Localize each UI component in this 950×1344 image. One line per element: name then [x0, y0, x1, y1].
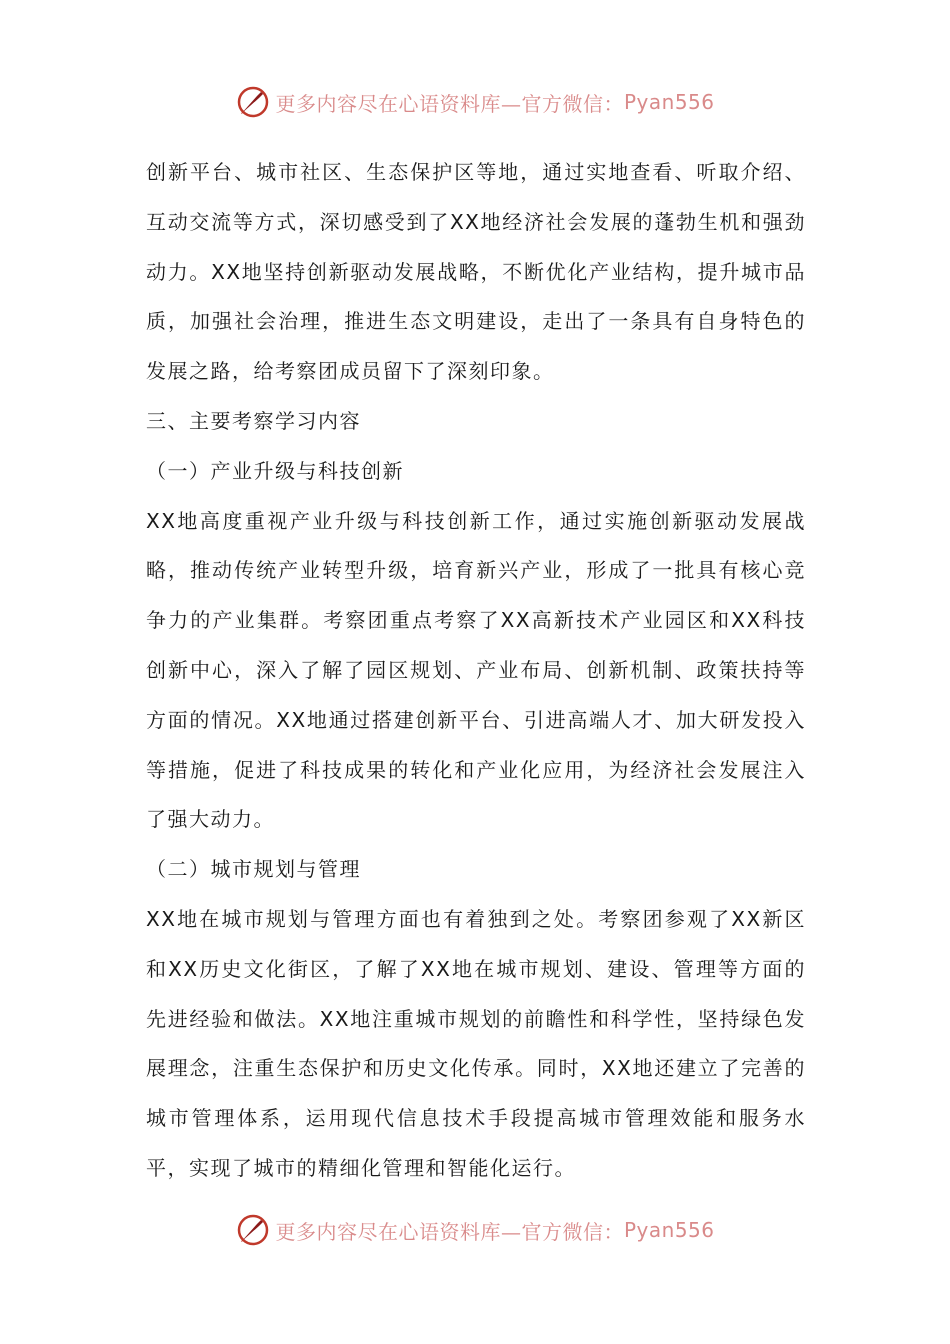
- pen-logo-icon: [235, 1212, 271, 1248]
- paragraph: XX地高度重视产业升级与科技创新工作，通过实施创新驱动发展战略，推动传统产业转型升级，培育新兴产业，形成了一批具有核心竞争力的产业集群。考察团重点考察了XX高新技术产业园区和XX科技创新中心，深入了解了园区规划、产业布局、创新机制、政策扶持等方面的情况。XX地通过搭建创新平台、引进高端人才、加大研发投入等措施，促进了科技成果的转化和产业化应用，为经济社会发展注入了强大动力。: [146, 508, 806, 832]
- paragraph: XX地在城市规划与管理方面也有着独到之处。考察团参观了XX新区和XX历史文化街区，了解了XX地在城市规划、建设、管理等方面的先进经验和做法。XX地注重城市规划的前瞻性和科学性，坚持绿色发展理念，注重生态保护和历史文化传承。同时，XX地还建立了完善的城市管理体系，运用现代信息技术手段提高城市管理效能和服务水平，实现了城市的精细化管理和智能化运行。: [146, 906, 806, 1180]
- document-body: [146, 148, 806, 1194]
- banner-text: 更多内容尽在心语资料库—官方微信：: [275, 1219, 624, 1244]
- section-heading: 三、主要考察学习内容: [146, 408, 361, 433]
- pen-logo-icon: [235, 84, 271, 120]
- banner-wechat-id: Pyan556: [623, 1218, 715, 1242]
- banner-text: 更多内容尽在心语资料库—官方微信：: [275, 91, 624, 116]
- header-banner: [0, 82, 950, 122]
- banner-wechat-id: Pyan556: [623, 90, 715, 114]
- footer-banner: [0, 1210, 950, 1250]
- subsection-heading: （二）城市规划与管理: [146, 857, 361, 882]
- subsection-heading: （一）产业升级与科技创新: [146, 458, 404, 483]
- paragraph: 创新平台、城市社区、生态保护区等地，通过实地查看、听取介绍、互动交流等方式，深切感受到了XX地经济社会发展的蓬勃生机和强劲动力。XX地坚持创新驱动发展战略，不断优化产业结构，提升城市品质，加强社会治理，推进生态文明建设，走出了一条具有自身特色的发展之路，给考察团成员留下了深刻印象。: [146, 160, 806, 384]
